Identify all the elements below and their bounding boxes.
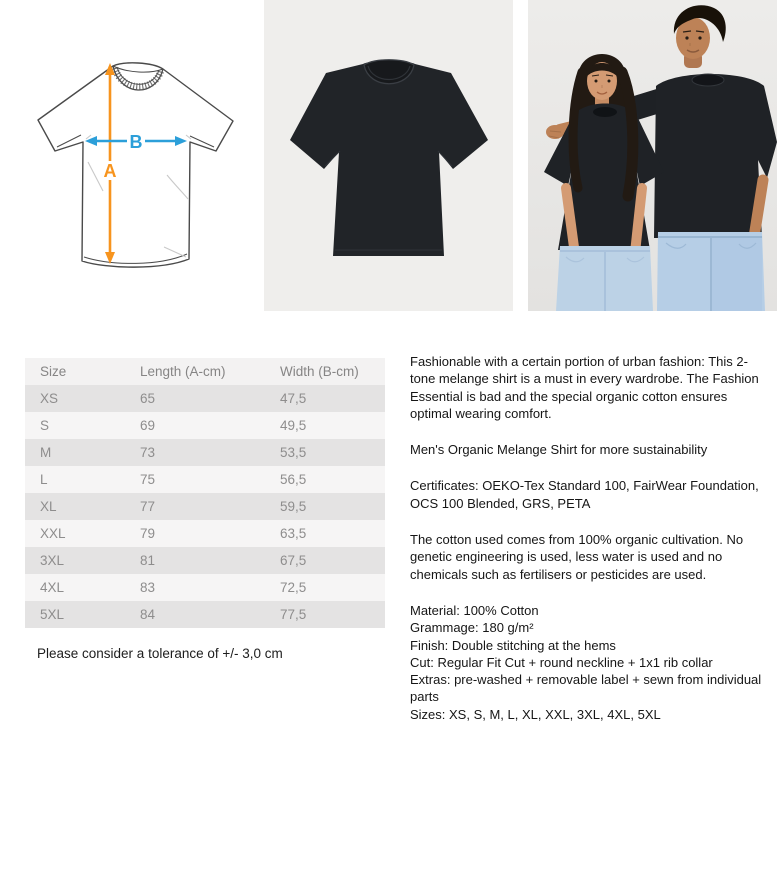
table-cell: 72,5 [265,574,385,601]
spec-line: Cut: Regular Fit Cut + round neckline + 1x1 rib collar [410,654,713,670]
table-cell: 79 [125,520,265,547]
table-cell: 65 [125,385,265,412]
product-image-gallery [0,0,777,311]
tshirt-outline [38,63,233,267]
tshirt-measure-diagram [0,0,250,311]
table-cell: L [25,466,125,493]
table-cell: 47,5 [265,385,385,412]
table-cell: 53,5 [265,439,385,466]
table-row [25,385,385,412]
table-cell: S [25,412,125,439]
column-header: Size [25,358,125,385]
flat-tshirt-photo [264,0,513,311]
table-row [25,520,385,547]
size-table [25,358,385,628]
description-paragraph: Fashionable with a certain portion of urban fashion: This 2-tone melange shirt is a must in every wardrobe. The Fashion Essential is bad and the special organic cotton ensures optimal wearing comfort. [410,354,759,421]
table-cell: 4XL [25,574,125,601]
table-cell: 77,5 [265,601,385,628]
table-cell: XL [25,493,125,520]
table-cell: 59,5 [265,493,385,520]
table-cell: 67,5 [265,547,385,574]
column-header: Width (B-cm) [265,358,385,385]
table-row [25,493,385,520]
tolerance-note: Please consider a tolerance of +/- 3,0 cm [37,646,283,661]
table-cell: 49,5 [265,412,385,439]
description-paragraph: Certificates: OEKO-Tex Standard 100, FairWear Foundation, OCS 100 Blended, GRS, PETA [410,478,759,511]
spec-line: Material: 100% Cotton [410,602,539,618]
length-label: A [103,161,117,181]
spec-line: Finish: Double stitching at the hems [410,637,616,653]
table-cell: 81 [125,547,265,574]
table-row [25,466,385,493]
table-cell: 73 [125,439,265,466]
table-cell: 83 [125,574,265,601]
size-table-header-row [25,358,385,385]
table-cell: XS [25,385,125,412]
table-row [25,439,385,466]
table-row [25,412,385,439]
spec-line: Grammage: 180 g/m² [410,620,534,636]
table-cell: 77 [125,493,265,520]
table-cell: 5XL [25,601,125,628]
table-row [25,547,385,574]
description-paragraph: Men's Organic Melange Shirt for more sustainability [410,442,708,458]
spec-line: Extras: pre-washed + removable label + sewn from individual parts [410,672,762,705]
table-row [25,601,385,628]
column-header: Length (A-cm) [125,358,265,385]
table-cell: 84 [125,601,265,628]
product-photo-flat [264,0,513,311]
size-diagram-image [0,0,250,311]
product-photo-models [528,0,777,311]
table-cell: 75 [125,466,265,493]
models-photo [528,0,777,311]
spec-line: Sizes: XS, S, M, L, XL, XXL, 3XL, 4XL, 5XL [410,706,661,722]
spec-list [410,602,762,723]
product-description [410,353,762,742]
table-cell: 3XL [25,547,125,574]
width-label: B [129,132,143,152]
table-cell: 69 [125,412,265,439]
table-cell: M [25,439,125,466]
description-paragraph: The cotton used comes from 100% organic cultivation. No genetic engineering is used, less water is used and no chemicals such as fertilisers or pesticides are used. [410,532,744,582]
table-row [25,574,385,601]
table-cell: XXL [25,520,125,547]
table-cell: 56,5 [265,466,385,493]
table-cell: 63,5 [265,520,385,547]
